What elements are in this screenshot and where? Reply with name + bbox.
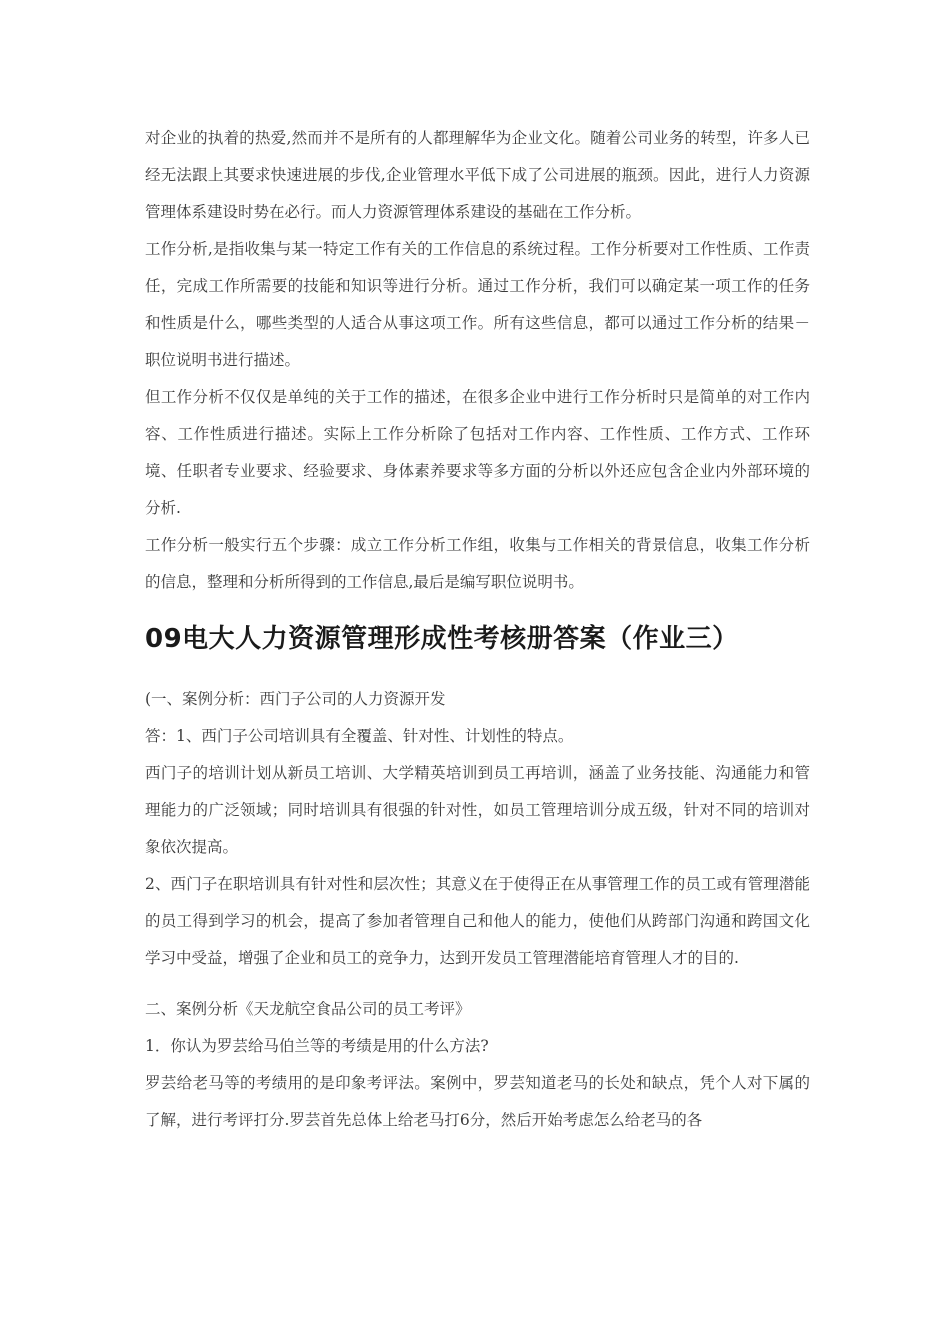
paragraph: 对企业的执着的热爱,然而并不是所有的人都理解华为企业文化。随着公司业务的转型，许多人已经无法跟上其要求快速进展的步伐,企业管理水平低下成了公司进展的瓶颈。因此，进行人力资源管理体系建设时势在必行。而人力资源管理体系建设的基础在工作分析。 — [145, 129, 810, 221]
spacer — [145, 601, 810, 619]
answer-point: 答：1、西门子公司培训具有全覆盖、针对性、计划性的特点。 — [145, 727, 574, 745]
paragraph: 工作分析一般实行五个步骤：成立工作分析工作组，收集与工作相关的背景信息，收集工作分析的信息，整理和分析所得到的工作信息,最后是编写职位说明书。 — [145, 536, 810, 591]
spacer — [145, 977, 810, 991]
question: 1．你认为罗芸给马伯兰等的考绩是用的什么方法? — [145, 1037, 489, 1055]
case-title: (一、案例分析：西门子公司的人力资源开发 — [145, 690, 446, 708]
spacer — [145, 659, 810, 681]
paragraph: 罗芸给老马等的考绩用的是印象考评法。案例中，罗芸知道老马的长处和缺点，凭个人对下属的了解，进行考评打分.罗芸首先总体上给老马打6分，然后开始考虑怎么给老马的各 — [145, 1074, 810, 1129]
paragraph: 2、西门子在职培训具有针对性和层次性；其意义在于使得正在从事管理工作的员工或有管理潜能的员工得到学习的机会，提高了参加者管理自己和他人的能力，使他们从跨部门沟通和跨国文化学习中受益，增强了企业和员工的竞争力，达到开发员工管理潜能培育管理人才的目的. — [145, 875, 810, 967]
document-body — [145, 120, 810, 1139]
paragraph: 西门子的培训计划从新员工培训、大学精英培训到员工再培训，涵盖了业务技能、沟通能力和管理能力的广泛领域；同时培训具有很强的针对性，如员工管理培训分成五级，针对不同的培训对象依次提高。 — [145, 764, 810, 856]
paragraph: 但工作分析不仅仅是单纯的关于工作的描述，在很多企业中进行工作分析时只是简单的对工作内容、工作性质进行描述。实际上工作分析除了包括对工作内容、工作性质、工作方式、工作环境、任职者专业要求、经验要求、身体素养要求等多方面的分析以外还应包含企业内外部环境的分析. — [145, 388, 810, 517]
case-title: 二、案例分析《天龙航空食品公司的员工考评》 — [145, 1000, 471, 1018]
section-heading: 09电大人力资源管理形成性考核册答案（作业三） — [145, 624, 739, 654]
paragraph: 工作分析,是指收集与某一特定工作有关的工作信息的系统过程。工作分析要对工作性质、工作责任，完成工作所需要的技能和知识等进行分析。通过工作分析，我们可以确定某一项工作的任务和性质是什么，哪些类型的人适合从事这项工作。所有这些信息，都可以通过工作分析的结果－职位说明书进行描述。 — [145, 240, 810, 369]
